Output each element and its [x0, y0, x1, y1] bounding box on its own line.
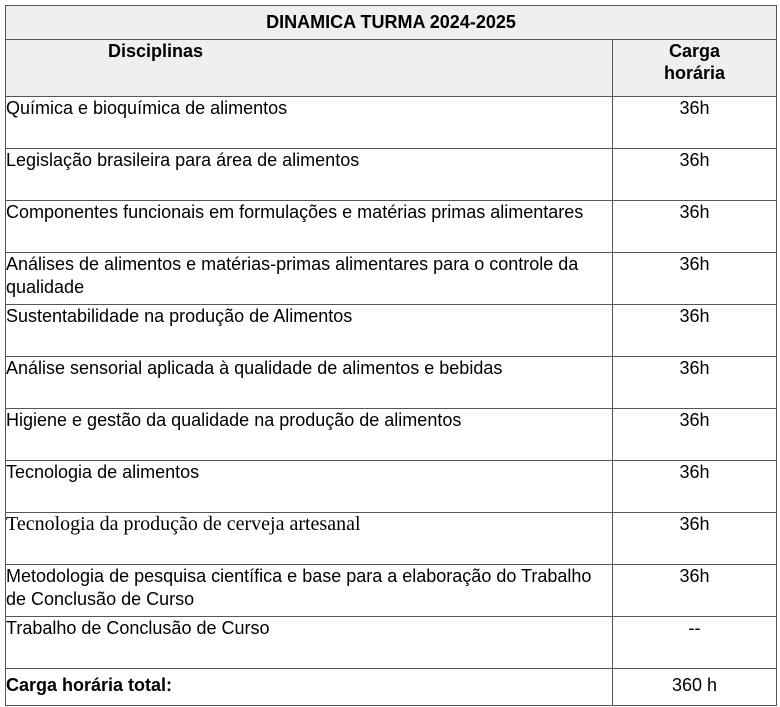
course-hours-table: [5, 5, 777, 706]
table-row: [6, 513, 777, 565]
table-row: [6, 409, 777, 461]
total-row: [6, 669, 777, 706]
hours-cell: 36h: [613, 97, 777, 149]
discipline-cell: Tecnologia de alimentos: [6, 461, 613, 513]
hours-cell: 36h: [613, 253, 777, 305]
hours-header-line1: Carga: [668, 41, 721, 61]
hours-cell: 36h: [613, 201, 777, 253]
discipline-cell: Metodologia de pesquisa científica e base para a elaboração do Trabalho de Conclusão de Curso: [6, 565, 613, 617]
table-title: DINAMICA TURMA 2024-2025: [6, 6, 777, 40]
header-row: [6, 40, 777, 97]
table-row: [6, 305, 777, 357]
hours-header-line2: horária: [663, 63, 726, 83]
table-row: [6, 461, 777, 513]
discipline-cell: Análises de alimentos e matérias-primas alimentares para o controle da qualidade: [6, 253, 613, 305]
discipline-cell: Sustentabilidade na produção de Alimentos: [6, 305, 613, 357]
hours-cell: 36h: [613, 149, 777, 201]
table-row: [6, 201, 777, 253]
title-row: [6, 6, 777, 40]
total-hours: 360 h: [613, 669, 777, 706]
hours-cell: --: [613, 617, 777, 669]
hours-cell: 36h: [613, 461, 777, 513]
hours-cell: 36h: [613, 513, 777, 565]
disciplines-header: Disciplinas: [6, 40, 613, 97]
hours-cell: 36h: [613, 357, 777, 409]
table-row: [6, 565, 777, 617]
table-row: [6, 149, 777, 201]
hours-cell: 36h: [613, 565, 777, 617]
discipline-cell: Química e bioquímica de alimentos: [6, 97, 613, 149]
discipline-cell: Tecnologia da produção de cerveja artesanal: [6, 513, 613, 565]
hours-cell: 36h: [613, 305, 777, 357]
hours-header: [613, 40, 777, 97]
discipline-cell: Trabalho de Conclusão de Curso: [6, 617, 613, 669]
discipline-cell: Análise sensorial aplicada à qualidade de alimentos e bebidas: [6, 357, 613, 409]
table-row: [6, 253, 777, 305]
table-row: [6, 617, 777, 669]
table-row: [6, 357, 777, 409]
total-label: Carga horária total:: [6, 669, 613, 706]
table-row: [6, 97, 777, 149]
discipline-cell: Higiene e gestão da qualidade na produção de alimentos: [6, 409, 613, 461]
hours-cell: 36h: [613, 409, 777, 461]
discipline-cell: Componentes funcionais em formulações e matérias primas alimentares: [6, 201, 613, 253]
discipline-cell: Legislação brasileira para área de alimentos: [6, 149, 613, 201]
